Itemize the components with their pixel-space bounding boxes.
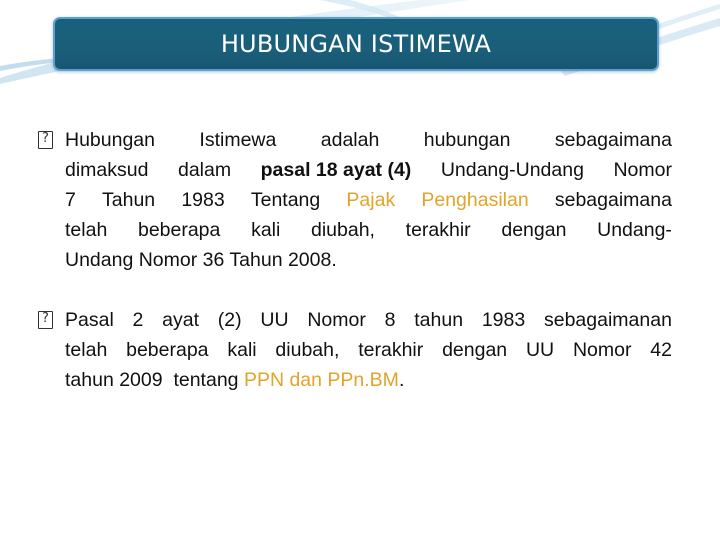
word: Hubungan [65, 129, 155, 151]
word: tahun 2009 [65, 369, 163, 391]
word: hubungan [423, 129, 511, 151]
word: tahun [414, 309, 464, 331]
word: UU [260, 309, 289, 331]
bullet-text [38, 125, 672, 155]
text-line [65, 305, 672, 335]
word: diubah, [275, 339, 340, 361]
word: dengan [501, 219, 567, 241]
word: Nomor [613, 159, 672, 181]
word: Undang-Undang [440, 159, 584, 181]
word: 1983 [181, 189, 225, 211]
word: Nomor [572, 339, 632, 361]
text-line [65, 155, 672, 185]
word: dalam [177, 159, 232, 181]
text-line [65, 365, 672, 395]
word: Undang- [597, 219, 672, 241]
word: adalah [320, 129, 380, 151]
highlighted-term: Pajak [346, 189, 396, 211]
title-banner [53, 17, 659, 71]
word: dengan [442, 339, 508, 361]
text-line [65, 245, 672, 275]
word: Undang Nomor 36 Tahun 2008. [65, 249, 337, 271]
word: sebagaimana [554, 129, 672, 151]
word: sebagaimana [554, 189, 672, 211]
missing-glyph-box-icon [38, 131, 53, 149]
word: kali [251, 219, 281, 241]
word: Pasal [65, 309, 114, 331]
word: terakhir [358, 339, 424, 361]
bullet-continuation [38, 155, 672, 275]
word: diubah, [311, 219, 375, 241]
word: Tahun [102, 189, 156, 211]
word: 8 [384, 309, 396, 331]
word: beberapa [126, 339, 209, 361]
word: telah [65, 219, 108, 241]
word: Istimewa [199, 129, 277, 151]
legal-reference: pasal 18 ayat (4) [260, 159, 412, 181]
word: telah [65, 339, 108, 361]
word: dimaksud [65, 159, 149, 181]
word: sebagaimanan [543, 309, 672, 331]
word: Tentang [250, 189, 321, 211]
spacer [163, 365, 174, 395]
word: 2 [132, 309, 144, 331]
highlighted-term: PPN dan PPn.BM [243, 369, 399, 391]
word: 7 [65, 189, 76, 211]
highlighted-term: Penghasilan [421, 189, 529, 211]
word: 1983 [481, 309, 526, 331]
word: ayat [162, 309, 200, 331]
bullet-item-hubungan-istimewa [38, 125, 672, 275]
word: Nomor [307, 309, 366, 331]
word: tentang [173, 369, 239, 391]
word: UU [525, 339, 555, 361]
word: 42 [650, 339, 672, 361]
word: terakhir [405, 219, 471, 241]
word: kali [227, 339, 257, 361]
text-line [65, 125, 672, 155]
missing-glyph-box-icon [38, 311, 53, 329]
slide-title: HUBUNGAN ISTIMEWA [220, 30, 492, 58]
text-line [65, 335, 672, 365]
bullet-item-pasal-2 [38, 305, 672, 395]
bullet-text [38, 305, 672, 395]
text-line [65, 215, 672, 245]
word: . [398, 369, 405, 391]
word: (2) [217, 309, 242, 331]
word: beberapa [137, 219, 221, 241]
text-line [65, 185, 672, 215]
